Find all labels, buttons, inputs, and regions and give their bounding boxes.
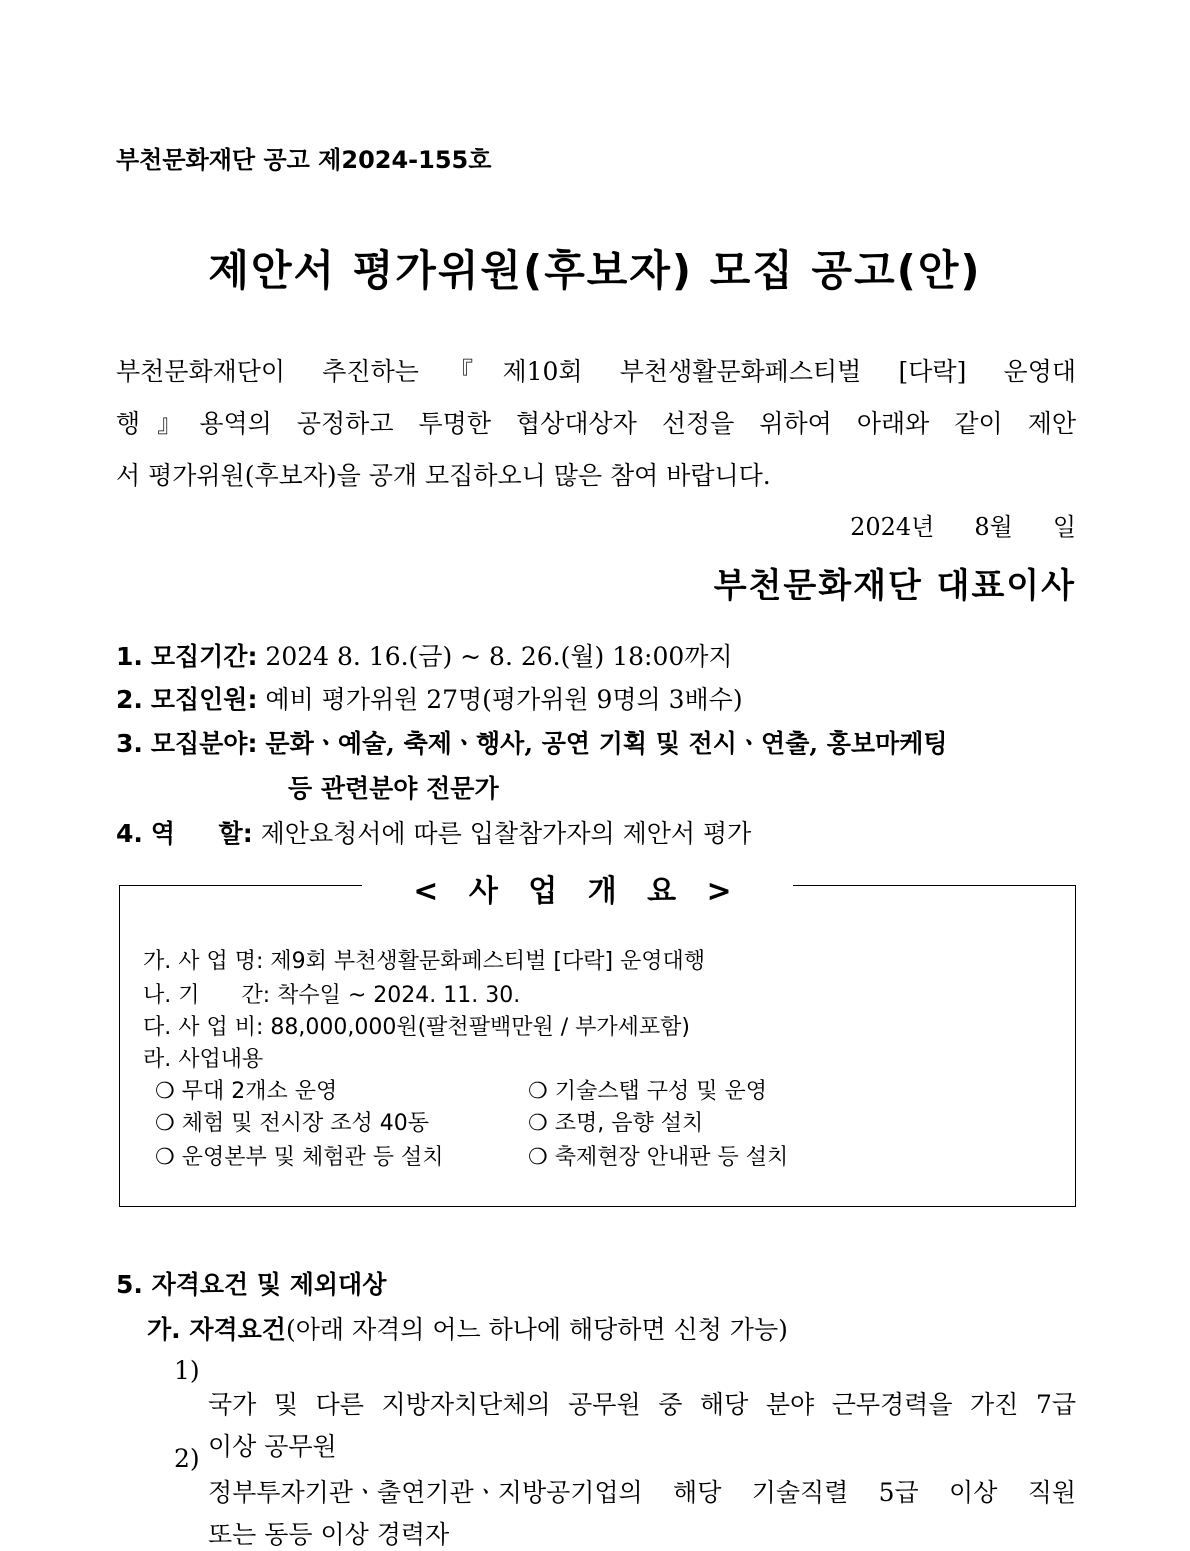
item-4-num: 4. — [116, 819, 143, 848]
overview-content-label: 라. 사업내용 — [143, 1047, 264, 1072]
overview-box-top-left — [119, 885, 362, 886]
section-5-heading: 5. 자격요건 및 제외대상 — [116, 1270, 387, 1299]
requirement-1-line1: 국가 및 다른 지방자치단체의 공무원 중 해당 분야 근무경력을 가진 7급 — [208, 1390, 1076, 1419]
item-1-label: 모집기간 — [150, 642, 248, 671]
intro-line-3: 서 평가위원(후보자)을 공개 모집하오니 많은 참여 바랍니다. — [116, 461, 771, 490]
overview-period: 나. 기 간: 착수일 ~ 2024. 11. 30. — [143, 983, 521, 1008]
item-role: 4. 역 할: 제안요청서에 따른 입찰참가자의 제안서 평가 — [116, 819, 752, 848]
sub-note: (아래 자격의 어느 하나에 해당하면 신청 가능) — [285, 1315, 788, 1344]
date-line — [850, 507, 1076, 542]
requirement-1-line2: 이상 공무원 — [208, 1432, 337, 1461]
item-3-label: 모집분야 — [150, 729, 248, 758]
intro-line-2: 행』용역의 공정하고 투명한 협상대상자 선정을 위하여 아래와 같이 제안 — [116, 409, 1076, 438]
item-4-value: 제안요청서에 따른 입찰참가자의 제안서 평가 — [260, 819, 752, 848]
bullet-icon: ❍ — [528, 1111, 548, 1136]
requirement-2-line1: 정부투자기관ㆍ출연기관ㆍ지방공기업의 해당 기술직렬 5급 이상 직원 — [208, 1478, 1076, 1507]
list-item: ❍ 축제현장 안내판 등 설치 — [528, 1145, 789, 1170]
bullet-icon: ❍ — [155, 1079, 175, 1104]
requirement-1-num: 1) — [174, 1356, 200, 1385]
overview-box-top-right — [793, 885, 1076, 886]
list-item: ❍ 기술스탭 구성 및 운영 — [528, 1079, 767, 1104]
list-item: ❍ 무대 2개소 운영 — [155, 1079, 338, 1104]
page-title: 제안서 평가위원(후보자) 모집 공고(안) — [208, 246, 982, 295]
requirement-2-num: 2) — [174, 1444, 200, 1473]
date-year: 2024년 — [850, 513, 935, 541]
item-3-value-cont: 등 관련분야 전문가 — [288, 774, 499, 803]
list-item: ❍ 조명, 음향 설치 — [528, 1111, 704, 1136]
bullet-icon: ❍ — [528, 1079, 548, 1104]
item-recruit-period: 1. 모집기간: 2024 8. 16.(금) ~ 8. 26.(월) 18:00까지 — [116, 642, 733, 671]
notice-number: 부천문화재단 공고 제2024-155호 — [116, 146, 492, 174]
item-2-label: 모집인원 — [150, 685, 248, 714]
date-day: 일 — [1052, 513, 1076, 541]
overview-name: 가. 사 업 명: 제9회 부천생활문화페스티벌 [다락] 운영대행 — [143, 949, 706, 974]
requirement-2 — [174, 1444, 1076, 1549]
date-month: 8월 — [974, 513, 1013, 541]
bullet-icon: ❍ — [528, 1145, 548, 1170]
item-2-value: 예비 평가위원 27명(평가위원 9명의 3배수) — [265, 685, 743, 714]
bullet-icon: ❍ — [155, 1145, 175, 1170]
overview-title: < 사 업 개 요 > — [413, 874, 742, 909]
section-5-subheading — [147, 1310, 788, 1346]
requirement-2-line2: 또는 동등 이상 경력자 — [208, 1520, 450, 1549]
item-2-num: 2. — [116, 685, 143, 714]
item-1-num: 1. — [116, 642, 143, 671]
list-item: ❍ 체험 및 전시장 조성 40동 — [155, 1111, 429, 1136]
signer: 부천문화재단 대표이사 — [713, 566, 1076, 606]
item-recruit-count: 2. 모집인원: 예비 평가위원 27명(평가위원 9명의 3배수) — [116, 685, 743, 714]
item-3-num: 3. — [116, 729, 143, 758]
overview-budget: 다. 사 업 비: 88,000,000원(팔천팔백만원 / 부가세포함) — [143, 1015, 690, 1040]
item-recruit-field: 3. 모집분야: 문화ㆍ예술, 축제ㆍ행사, 공연 기획 및 전시ㆍ연출, 홍보마케팅 — [116, 729, 948, 758]
item-4-label: 역 할 — [150, 819, 243, 848]
requirement-1 — [174, 1356, 1076, 1461]
bullet-icon: ❍ — [155, 1111, 175, 1136]
list-item: ❍ 운영본부 및 체험관 등 설치 — [155, 1145, 444, 1170]
item-3-value: 문화ㆍ예술, 축제ㆍ행사, 공연 기획 및 전시ㆍ연출, 홍보마케팅 — [265, 729, 948, 758]
intro-line-1: 부천문화재단이 추진하는『제10회 부천생활문화페스티벌 [다락] 운영대 — [116, 357, 1076, 386]
sub-label: 가. 자격요건 — [147, 1315, 286, 1344]
item-1-value: 2024 8. 16.(금) ~ 8. 26.(월) 18:00까지 — [265, 642, 733, 671]
